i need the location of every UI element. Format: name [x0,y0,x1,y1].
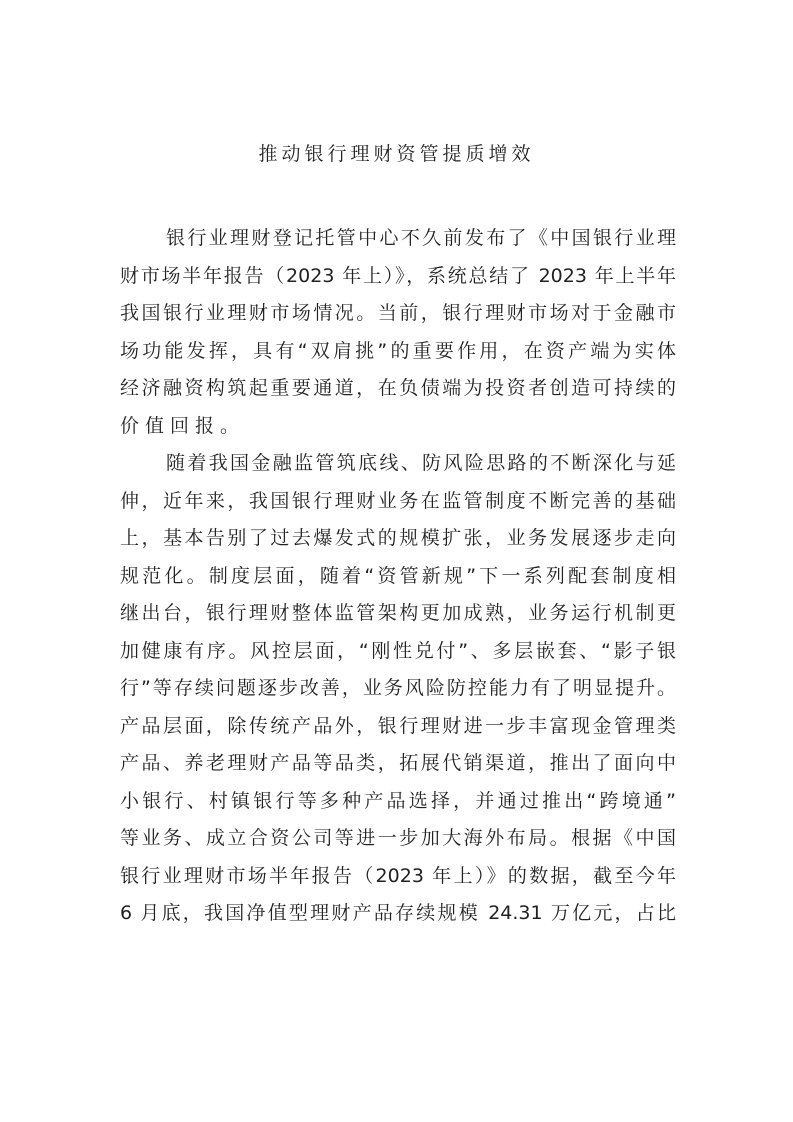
text-line: 产品、养老理财产品等品类，拓展代销渠道，推出了面向中 [120,752,676,774]
text-line: 银行业理财登记托管中心不久前发布了《中国银行业理 [166,227,676,249]
text-line: 加健康有序。风控层面，“刚性兑付”、多层嵌套、“影子银 [120,639,676,662]
text-line: 继出台，银行理财整体监管架构更加成熟，业务运行机制更 [120,602,676,624]
text-line: 经济融资构筑起重要通道，在负债端为投资者创造可持续的 [120,377,676,399]
text-line: 我国银行业理财市场情况。当前，银行理财市场对于金融市 [120,302,676,324]
document-body [120,220,676,933]
text-line: 财市场半年报告（2023 年上）》，系统总结了 2023 年上半年 [120,264,676,287]
text-line: 随着我国金融监管筑底线、防风险思路的不断深化与延 [166,452,676,474]
document-title: 推动银行理财资管提质增效 [258,143,535,165]
text-line: 等业务、成立合资公司等进一步加大海外布局。根据《中国 [120,827,676,849]
text-line: 小银行、村镇银行等多种产品选择，并通过推出“跨境通” [120,789,676,812]
text-line: 产品层面，除传统产品外，银行理财进一步丰富现金管理类 [120,714,676,737]
text-line: 上，基本告别了过去爆发式的规模扩张，业务发展逐步走向 [120,527,676,549]
text-line: 银行业理财市场半年报告（2023 年上）》的数据，截至今年 [120,864,676,887]
text-line: 场功能发挥，具有“双肩挑”的重要作用，在资产端为实体 [120,339,676,362]
text-line: 价值回报。 [120,414,246,437]
text-line: 规范化。制度层面，随着“资管新规”下一系列配套制度相 [120,564,676,587]
paragraph-2 [120,445,676,933]
text-line: 伸，近年来，我国银行理财业务在监管制度不断完善的基础 [120,489,676,512]
text-line: 行”等存续问题逐步改善，业务风险防控能力有了明显提升。 [120,677,676,699]
paragraph-1 [120,220,676,445]
text-line: 6 月底，我国净值型理财产品存续规模 24.31 万亿元，占比 [120,902,676,924]
